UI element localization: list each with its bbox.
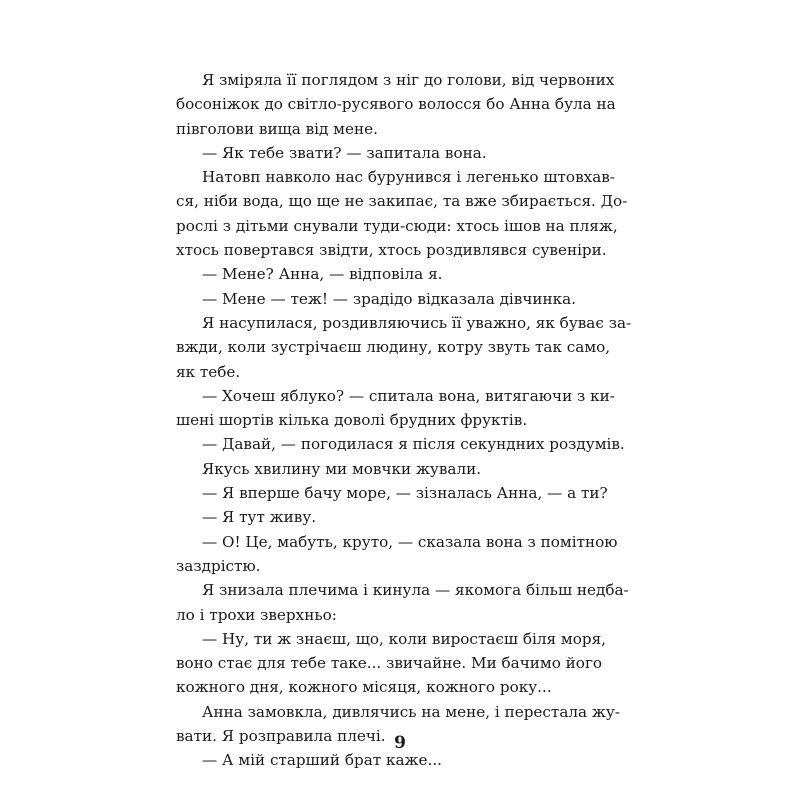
text-line: Анна замовкла, дивлячись на мене, і перестала жу- xyxy=(202,702,620,721)
text-line: вжди, коли зустрічаєш людину, котру звуть так само, xyxy=(176,338,611,357)
text-line: Я насупилася, роздивляючись її уважно, як буває за- xyxy=(202,313,632,332)
body-text xyxy=(176,68,632,773)
text-line: — Хочеш яблуко? — спитала вона, витягаючи з ки- xyxy=(202,386,615,405)
text-line: Я знизала плечима і кинула — якомога більш недба- xyxy=(202,581,629,600)
text-line: вати. Я розправила плечі. xyxy=(176,727,386,746)
text-line: — О! Це, мабуть, круто, — сказала вона з помітною xyxy=(202,532,618,551)
text-line: півголови вища від мене. xyxy=(176,119,378,138)
text-line: — Ну, ти ж знаєш, що, коли виростаєш біля моря, xyxy=(202,629,606,648)
text-line: — Я вперше бачу море, — зізналась Анна, — а ти? xyxy=(202,484,608,503)
text-line: Я зміряла її поглядом з ніг до голови, від червоних xyxy=(202,71,615,89)
text-line: хтось повертався звідти, хтось роздивлявся сувеніри. xyxy=(176,241,607,260)
text-line: заздрістю. xyxy=(176,556,261,575)
text-line: воно стає для тебе таке... звичайне. Ми бачимо його xyxy=(176,654,603,673)
text-line: — Я тут живу. xyxy=(202,508,317,527)
text-line: — Давай, — погодилася я після секундних роздумів. xyxy=(202,435,625,454)
text-line: босоніжок до світло-русявого волосся бо Анна була на xyxy=(176,95,616,114)
text-line: Натовп навколо нас бурунився і легенько штовхав- xyxy=(202,168,615,187)
text-line: шені шортів кілька доволі брудних фруктів. xyxy=(176,411,528,430)
text-line: — А мій старший брат каже... xyxy=(202,751,442,770)
text-line: ся, ніби вода, що ще не закипає, та вже збирається. До- xyxy=(176,192,628,211)
text-line: ло і трохи зверхньо: xyxy=(176,605,337,624)
text-line: рослі з дітьми снували туди-сюди: хтось ішов на пляж, xyxy=(176,216,618,235)
text-line: як тебе. xyxy=(176,362,241,381)
page-number: 9 xyxy=(394,733,406,753)
text-line: — Мене? Анна, — відповіла я. xyxy=(202,265,443,284)
text-line: — Мене — теж! — зрадідо відказала дівчинка. xyxy=(202,289,576,308)
text-line: кожного дня, кожного місяця, кожного року... xyxy=(176,678,552,697)
text-line: — Як тебе звати? — запитала вона. xyxy=(202,143,487,162)
text-line: Якусь хвилину ми мовчки жували. xyxy=(202,459,482,478)
